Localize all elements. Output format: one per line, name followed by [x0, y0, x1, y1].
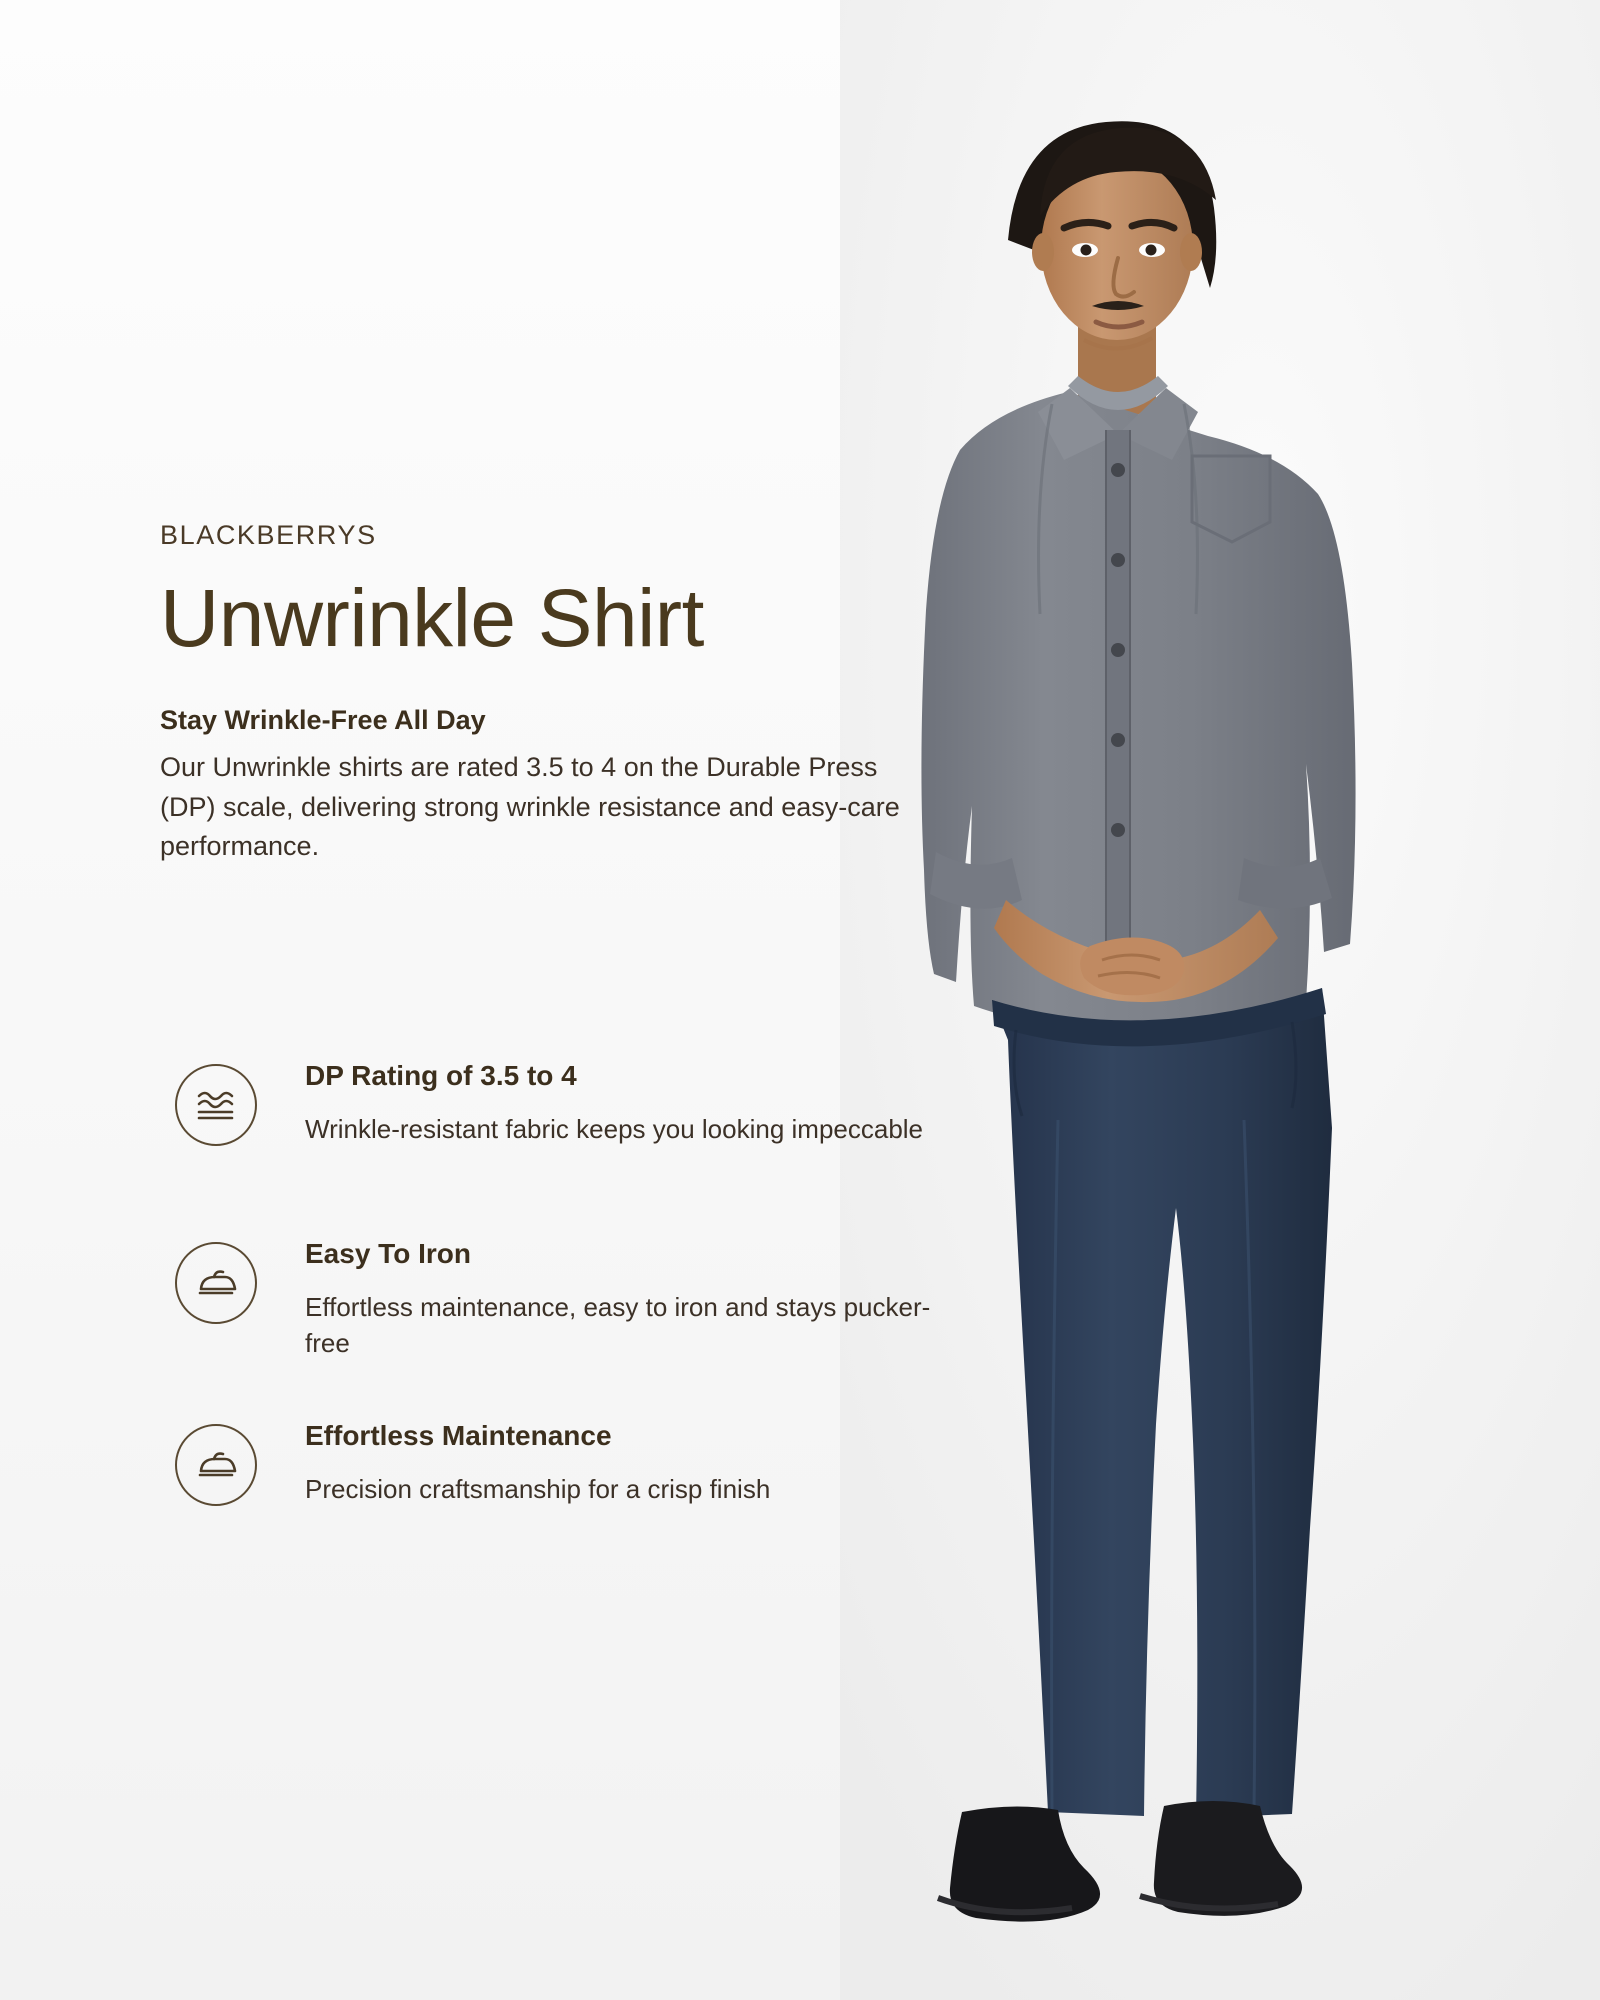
feature-item [175, 1420, 955, 1540]
iron-icon [175, 1424, 257, 1506]
intro-body: Our Unwrinkle shirts are rated 3.5 to 4 on the Durable Press (DP) scale, delivering strong wrinkle resistance and easy-care performance. [160, 752, 900, 862]
feature-item [175, 1060, 955, 1180]
feature-desc: Precision craftsmanship for a crisp finish [305, 1473, 771, 1504]
page-title: Unwrinkle Shirt [160, 573, 704, 664]
intro-title: Stay Wrinkle-Free All Day [160, 705, 486, 736]
model-illustration [840, 0, 1600, 2000]
iron-icon [175, 1242, 257, 1324]
feature-title: Easy To Iron [305, 1238, 471, 1269]
feature-item [175, 1238, 955, 1362]
copy-block [160, 520, 920, 867]
feature-title: DP Rating of 3.5 to 4 [305, 1060, 577, 1091]
model-photo [840, 0, 1600, 2000]
wrinkle-waves-icon [175, 1064, 257, 1146]
brand-name: BLACKBERRYS [160, 520, 377, 550]
feature-desc: Effortless maintenance, easy to iron and stays pucker-free [305, 1292, 931, 1358]
feature-list [175, 1060, 955, 1598]
feature-title: Effortless Maintenance [305, 1419, 612, 1451]
feature-desc: Wrinkle-resistant fabric keeps you looking impeccable [305, 1114, 924, 1144]
